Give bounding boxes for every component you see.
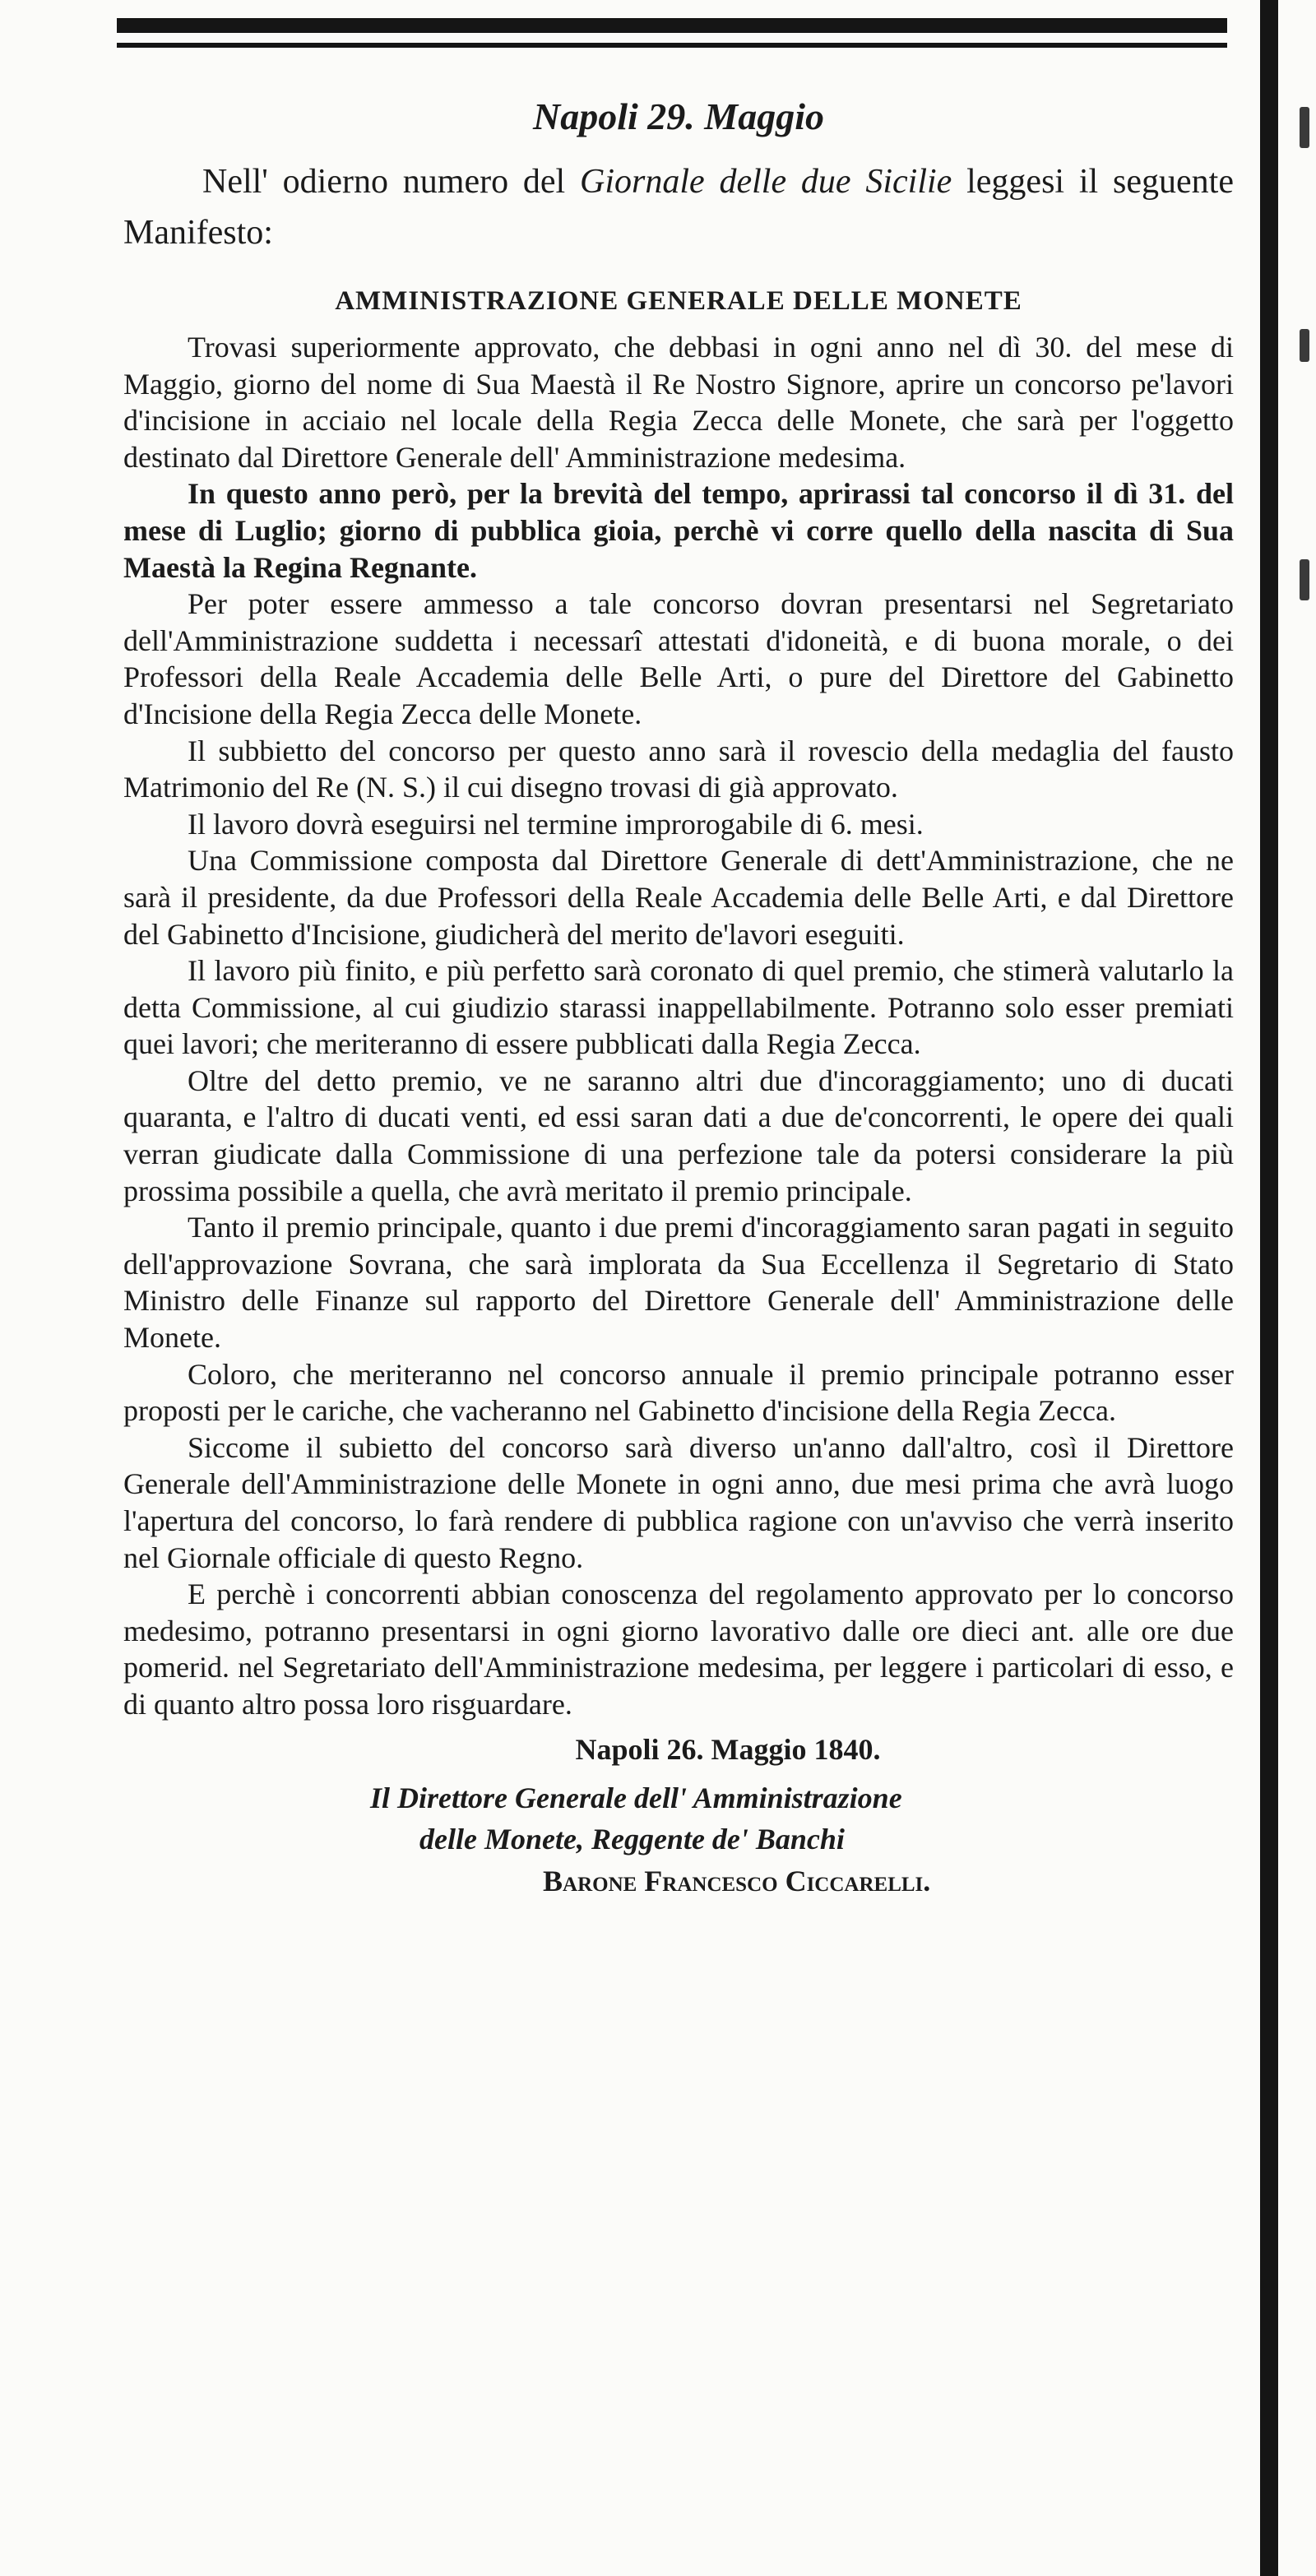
column-border (1260, 0, 1278, 2576)
paragraph: E perchè i concorrenti abbian conoscenza del regolamento approvato per lo concorso medesimo, potranno presentarsi in ogni giorno lavorativo dalle ore dieci ant. alle ore due pomerid. nel Segretariato dell'Amministrazione medesima, per leggere i particolari di esso, e di quanto altro possa loro risguardare. (123, 1578, 1234, 1721)
paragraph: Coloro, che meriteranno nel concorso annuale il premio principale potranno esser proposti per le cariche, che vacheranno nel Gabinetto d'incisione della Regia Zecca. (123, 1357, 1234, 1428)
dateline: Napoli 29. Maggio (533, 95, 824, 137)
paragraph: Il subbietto del concorso per questo anno sarà il rovescio della medaglia del fausto Matrimonio del Re (N. S.) il cui disegno trovasi di già approvato. (123, 734, 1234, 804)
manifesto-heading: AMMINISTRAZIONE GENERALE DELLE MONETE (335, 286, 1022, 316)
paragraph: Siccome il subietto del concorso sarà diverso un'anno dall'altro, così il Direttore Generale dell'Amministrazione delle Monete in ogni anno, due mesi prima che avrà luogo l'apertura del concorso, lo farà rendere di pubblica ragione con un'avviso che verrà inserito nel Giornale officiale di questo Regno. (123, 1430, 1234, 1574)
margin-mark (1300, 329, 1309, 362)
signed-date: Napoli 26. Maggio 1840. (575, 1732, 881, 1766)
signature-line-1: Il Direttore Generale dell' Amministrazione (370, 1781, 902, 1814)
margin-mark (1300, 559, 1309, 600)
intro-before: Nell' odierno numero del (202, 163, 581, 201)
paragraph: In questo anno però, per la brevità del tempo, aprirassi tal concorso il dì 31. del mese di Luglio; giorno di pubblica gioia, perchè vi corre quello della nascita di Sua Maestà la Regina Regnante. (123, 477, 1234, 584)
top-rule-thin (117, 43, 1227, 48)
article-column (123, 92, 1234, 1902)
journal-title: Giornale delle due Sicilie (580, 163, 952, 201)
paragraph: Il lavoro più finito, e più perfetto sarà coronato di quel premio, che stimerà valutarlo la detta Commissione, al cui giudizio starassi inappellabilmente. Potranno solo esser premiati quei lavori; che meriteranno di essere pubblicati dalla Regia Zecca. (123, 954, 1234, 1061)
paragraph: Il lavoro dovrà eseguirsi nel termine improrogabile di 6. mesi. (188, 807, 924, 841)
signature-line-2: delle Monete, Reggente de' Banchi (419, 1822, 845, 1856)
signer-name: Barone Francesco Ciccarelli. (543, 1864, 931, 1897)
paragraph: Per poter essere ammesso a tale concorso dovran presentarsi nel Segretariato dell'Amministrazione suddetta i necessarî attestati d'idoneità, e di buona morale, o dei Professori della Reale Accademia delle Belle Arti, o pure del Direttore del Gabinetto d'Incisione della Regia Zecca delle Monete. (123, 587, 1234, 730)
top-rule-thick (117, 18, 1227, 33)
paragraph: Tanto il premio principale, quanto i due premi d'incoraggiamento saran pagati in seguito dell'approvazione Sovrana, che sarà implorata da Sua Eccellenza il Segretario di Stato Ministro delle Finanze sul rapporto del Direttore Generale dell' Amministrazione delle Monete. (123, 1211, 1234, 1355)
intro-paragraph (123, 156, 1234, 258)
paragraph: Una Commissione composta dal Direttore Generale di dett'Amministrazione, che ne sarà il presidente, da due Professori della Reale Accademia delle Belle Arti, e dal Direttore del Gabinetto d'Incisione, giudicherà del merito de'lavori eseguiti. (123, 844, 1234, 951)
paragraph: Oltre del detto premio, ve ne saranno altri due d'incoraggiamento; uno di ducati quaranta, e l'altro di ducati venti, ed essi saran dati a due de'concorrenti, le opere dei quali verran giudicate dalla Commissione di una perfezione tale da potersi considerare la più prossima possibile a quella, che avrà meritato il premio principale. (123, 1063, 1234, 1207)
paragraph: Trovasi superiormente approvato, che debbasi in ogni anno nel dì 30. del mese di Maggio, giorno del nome di Sua Maestà il Re Nostro Signore, aprire un concorso pe'lavori d'incisione in acciaio nel locale della Regia Zecca delle Monete, che sarà per l'oggetto destinato dal Direttore Generale dell' Amministrazione medesima. (123, 331, 1234, 474)
intro-after: leggesi il seguente Manifesto: (123, 163, 1234, 252)
margin-mark (1300, 107, 1309, 148)
